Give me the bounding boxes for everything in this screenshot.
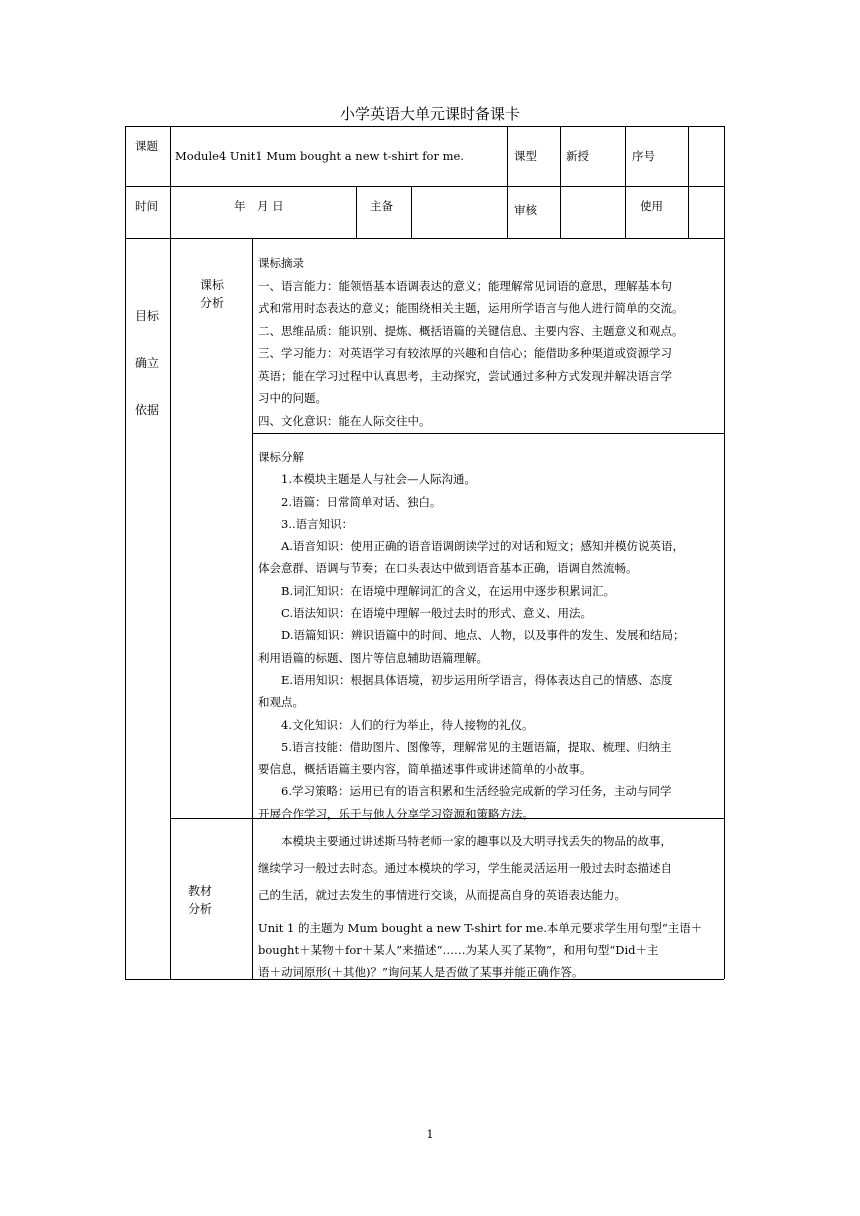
page-number: 1	[426, 1128, 434, 1141]
table-line	[252, 238, 253, 979]
date-text: 年 月 日	[234, 199, 284, 213]
text-line: bought＋某物＋for＋某人”来描述“……为某人买了某物”，和用句型“Did＋主	[258, 943, 659, 957]
text-line: 利用语篇的标题、图片等信息辅助语篇理解。	[258, 650, 488, 665]
text-line: 开展合作学习，乐于与他人分享学习资源和策略方法。	[258, 806, 534, 821]
text-line: B.词汇知识：在语境中理解词汇的含义，在运用中逐步积累词汇。	[281, 583, 616, 598]
curriculum-analysis-label-line: 课标	[200, 278, 225, 292]
table-line	[560, 126, 561, 186]
text-line: 语＋动词原形(＋其他)？”询问某人是否做了某事并能正确作答。	[258, 965, 584, 979]
topic-value: Module4 Unit1 Mum bought a new t-shirt for me.	[175, 149, 464, 163]
text-line: D.语篇知识：辨识语篇中的时间、地点、人物，以及事件的发生、发展和结局；	[281, 628, 685, 643]
table-line	[411, 186, 412, 238]
text-line: 二、思维品质：能识别、提炼、概括语篇的关键信息、主要内容、主题意义和观点。	[258, 323, 684, 338]
page-title: 小学英语大单元课时备课卡	[339, 105, 520, 123]
curriculum-breakdown	[258, 446, 722, 825]
curriculum-excerpt-heading: 课标摘录	[258, 256, 304, 270]
text-line: 本模块主要通过讲述斯马特老师一家的趣事以及大明寻找丢失的物品的故事，	[281, 834, 672, 848]
text-line: 习中的问题。	[258, 391, 327, 405]
table-line	[688, 126, 689, 186]
review-label: 审核	[514, 203, 537, 217]
text-line: 2.语篇：日常简单对话、独白。	[281, 494, 442, 509]
table-line	[560, 186, 561, 238]
text-line: 己的生活，就过去发生的事情进行交谈，从而提高自身的英语表达能力。	[258, 888, 626, 902]
table-line	[170, 186, 171, 238]
topic-label: 课题	[135, 139, 158, 153]
goal-basis-label-line: 依据	[135, 403, 160, 417]
use-label: 使用	[640, 199, 663, 213]
text-line: 6.学习策略：运用已有的语言积累和生活经验完成新的学习任务，主动与同学	[281, 784, 672, 799]
table-line	[688, 186, 689, 238]
table-line	[125, 238, 724, 239]
text-line: A.语音知识：使用正确的语音语调朗读学过的对话和短文；感知并模仿说英语，	[281, 539, 684, 554]
text-line: 四、文化意识：能在人际交往中。	[258, 413, 431, 428]
text-line: C.语法知识：在语境中理解一般过去时的形式、意义、用法。	[281, 606, 593, 621]
goal-basis-label-line: 目标	[135, 309, 160, 323]
table-line	[507, 126, 508, 186]
table-line	[625, 126, 626, 186]
table-line	[252, 433, 724, 434]
curriculum-breakdown-heading: 课标分解	[258, 450, 304, 464]
table-line	[170, 238, 171, 979]
table-line	[507, 186, 508, 238]
table-line	[170, 126, 171, 186]
text-line: E.语用知识：根据具体语境，初步运用所学语言，得体表达自己的情感、态度	[281, 672, 673, 687]
curriculum-excerpt	[258, 252, 722, 432]
text-line: 继续学习一般过去时态。通过本模块的学习，学生能灵活运用一般过去时态描述自	[258, 861, 672, 875]
lesson-type-label: 课型	[514, 149, 537, 163]
textbook-analysis	[258, 828, 722, 983]
table-line	[724, 126, 725, 979]
text-line: 英语；能在学习过程中认真思考，主动探究，尝试通过多种方式发现并解决语言学	[258, 368, 672, 383]
table-line	[356, 186, 357, 238]
table-line	[625, 186, 626, 238]
table-line	[125, 126, 724, 127]
textbook-analysis-label-line: 教材	[188, 884, 213, 898]
time-label: 时间	[135, 199, 158, 213]
text-line: Unit 1 的主题为 Mum bought a new T-shirt for me.本单元要求学生用句型“主语＋	[258, 921, 703, 935]
table-line	[125, 186, 724, 187]
table-line	[125, 126, 126, 979]
text-line: 3..语言知识：	[281, 516, 354, 531]
text-line: 式和常用时态表达的意义；能围绕相关主题，运用所学语言与他人进行简单的交流。	[258, 301, 684, 315]
curriculum-analysis-label-line: 分析	[200, 296, 225, 310]
text-line: 要信息，概括语篇主要内容，简单描述事件或讲述简单的小故事。	[258, 762, 592, 777]
text-line: 1.本模块主题是人与社会—人际沟通。	[281, 472, 476, 487]
text-line: 三、学习能力：对英语学习有较浓厚的兴趣和自信心；能借助多种渠道或资源学习	[258, 346, 672, 360]
text-line: 体会意群、语调与节奏；在口头表达中做到语音基本正确，语调自然流畅。	[258, 561, 638, 576]
text-line: 一、语言能力：能领悟基本语调表达的意义；能理解常见词语的意思，理解基本句	[258, 278, 672, 293]
lesson-type-value: 新授	[566, 149, 589, 163]
lead-preparer-label: 主备	[370, 199, 393, 213]
text-line: 5.语言技能：借助图片、图像等，理解常见的主题语篇，提取、梳理、归纳主	[281, 739, 672, 754]
text-line: 和观点。	[258, 695, 304, 710]
goal-basis-label-line: 确立	[135, 356, 160, 370]
text-line: 4.文化知识：人们的行为举止，待人接物的礼仪。	[281, 717, 534, 732]
serial-number-label: 序号	[632, 149, 655, 163]
textbook-analysis-label-line: 分析	[188, 902, 213, 916]
